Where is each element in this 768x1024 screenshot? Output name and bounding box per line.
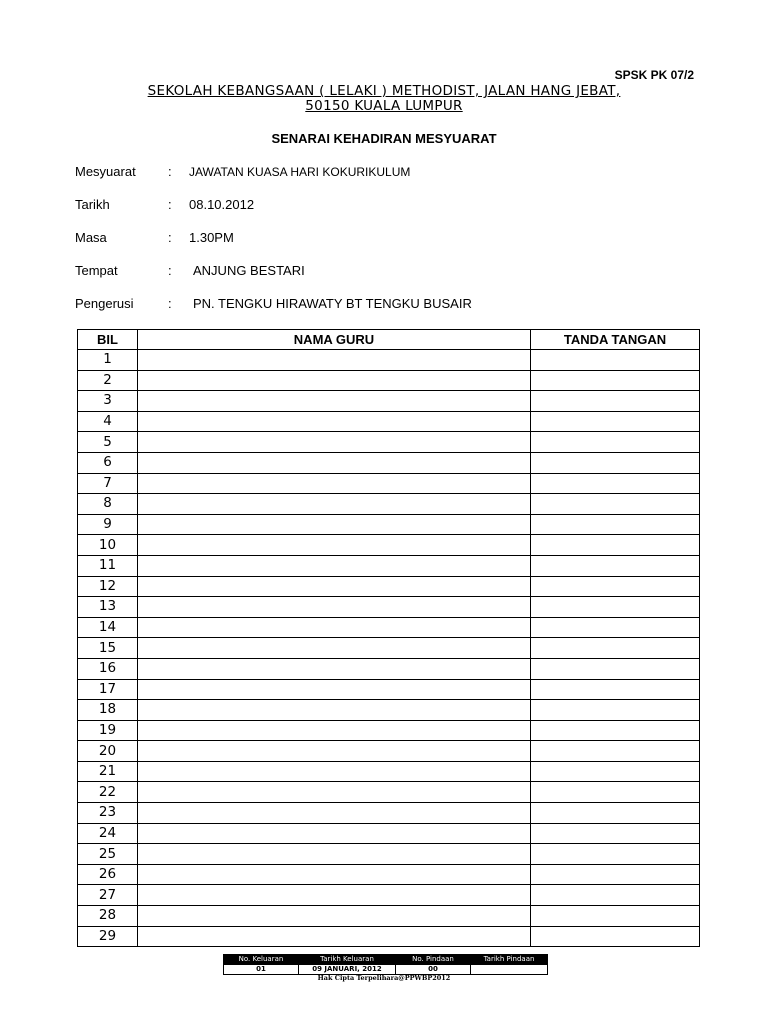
teacher-name-cell[interactable]: [138, 452, 531, 473]
teacher-name-cell[interactable]: [138, 535, 531, 556]
header-tanda-tangan: TANDA TANGAN: [531, 330, 700, 350]
table-row: [78, 679, 700, 700]
row-number: 18: [78, 700, 138, 721]
signature-cell[interactable]: [531, 885, 700, 906]
row-number: 2: [78, 370, 138, 391]
header-bil: BIL: [78, 330, 138, 350]
field-masa: [0, 230, 768, 248]
signature-cell[interactable]: [531, 370, 700, 391]
revision-header-cell: Tarikh Pindaan: [471, 955, 548, 965]
revision-value-cell: 09 JANUARI, 2012: [299, 965, 396, 975]
revision-value-cell: 01: [224, 965, 299, 975]
signature-cell[interactable]: [531, 679, 700, 700]
field-label: Mesyuarat: [75, 164, 136, 179]
field-value: PN. TENGKU HIRAWATY BT TENGKU BUSAIR: [193, 296, 472, 311]
table-row: [78, 782, 700, 803]
signature-cell[interactable]: [531, 576, 700, 597]
signature-cell[interactable]: [531, 844, 700, 865]
row-number: 21: [78, 761, 138, 782]
signature-cell[interactable]: [531, 350, 700, 371]
signature-cell[interactable]: [531, 535, 700, 556]
teacher-name-cell[interactable]: [138, 597, 531, 618]
teacher-name-cell[interactable]: [138, 411, 531, 432]
table-row: [78, 411, 700, 432]
teacher-name-cell[interactable]: [138, 391, 531, 412]
field-tempat: [0, 263, 768, 281]
signature-cell[interactable]: [531, 761, 700, 782]
row-number: 1: [78, 350, 138, 371]
table-row: [78, 535, 700, 556]
teacher-name-cell[interactable]: [138, 494, 531, 515]
attendance-table: [77, 329, 700, 947]
teacher-name-cell[interactable]: [138, 761, 531, 782]
teacher-name-cell[interactable]: [138, 906, 531, 927]
row-number: 24: [78, 823, 138, 844]
table-body: [78, 350, 700, 947]
field-label: Masa: [75, 230, 107, 245]
field-pengerusi: [0, 296, 768, 314]
row-number: 14: [78, 617, 138, 638]
teacher-name-cell[interactable]: [138, 823, 531, 844]
field-colon: :: [168, 230, 172, 245]
table-row: [78, 761, 700, 782]
field-colon: :: [168, 164, 172, 179]
signature-cell[interactable]: [531, 617, 700, 638]
row-number: 4: [78, 411, 138, 432]
row-number: 5: [78, 432, 138, 453]
table-row: [78, 391, 700, 412]
copyright-notice: Hak Cipta Terpelihara@PPWBP2012: [317, 974, 451, 982]
teacher-name-cell[interactable]: [138, 617, 531, 638]
table-row: [78, 844, 700, 865]
signature-cell[interactable]: [531, 597, 700, 618]
table-row: [78, 658, 700, 679]
signature-cell[interactable]: [531, 555, 700, 576]
table-row: [78, 555, 700, 576]
table-row: [78, 803, 700, 824]
field-mesyuarat: [0, 164, 768, 182]
field-label: Tarikh: [75, 197, 110, 212]
table-row: [78, 864, 700, 885]
row-number: 7: [78, 473, 138, 494]
table-row: [78, 473, 700, 494]
signature-cell[interactable]: [531, 658, 700, 679]
teacher-name-cell[interactable]: [138, 885, 531, 906]
school-name-line-1: SEKOLAH KEBANGSAAN ( LELAKI ) METHODIST, JALAN HANG JEBAT,: [147, 83, 621, 99]
row-number: 9: [78, 514, 138, 535]
table-row: [78, 432, 700, 453]
table-row: [78, 823, 700, 844]
revision-header-cell: No. Pindaan: [396, 955, 471, 965]
row-number: 26: [78, 864, 138, 885]
revision-value-row: [224, 965, 548, 975]
signature-cell[interactable]: [531, 452, 700, 473]
teacher-name-cell[interactable]: [138, 679, 531, 700]
teacher-name-cell[interactable]: [138, 576, 531, 597]
teacher-name-cell[interactable]: [138, 803, 531, 824]
teacher-name-cell[interactable]: [138, 370, 531, 391]
table-row: [78, 350, 700, 371]
field-colon: :: [168, 197, 172, 212]
teacher-name-cell[interactable]: [138, 741, 531, 762]
signature-cell[interactable]: [531, 823, 700, 844]
teacher-name-cell[interactable]: [138, 864, 531, 885]
row-number: 28: [78, 906, 138, 927]
revision-header-cell: No. Keluaran: [224, 955, 299, 965]
row-number: 10: [78, 535, 138, 556]
signature-cell[interactable]: [531, 803, 700, 824]
header-nama-guru: NAMA GURU: [138, 330, 531, 350]
signature-cell[interactable]: [531, 432, 700, 453]
teacher-name-cell[interactable]: [138, 514, 531, 535]
revision-value-cell: [471, 965, 548, 975]
field-value: 1.30PM: [189, 230, 234, 245]
signature-cell[interactable]: [531, 494, 700, 515]
revision-table: [223, 954, 548, 975]
signature-cell[interactable]: [531, 926, 700, 947]
signature-cell[interactable]: [531, 638, 700, 659]
table-row: [78, 638, 700, 659]
signature-cell[interactable]: [531, 391, 700, 412]
row-number: 22: [78, 782, 138, 803]
row-number: 20: [78, 741, 138, 762]
row-number: 12: [78, 576, 138, 597]
school-name-line-2: 50150 KUALA LUMPUR: [305, 98, 463, 114]
teacher-name-cell[interactable]: [138, 638, 531, 659]
teacher-name-cell[interactable]: [138, 658, 531, 679]
row-number: 11: [78, 555, 138, 576]
field-value: ANJUNG BESTARI: [193, 263, 305, 278]
table-row: [78, 700, 700, 721]
teacher-name-cell[interactable]: [138, 700, 531, 721]
revision-value-cell: 00: [396, 965, 471, 975]
teacher-name-cell[interactable]: [138, 844, 531, 865]
teacher-name-cell[interactable]: [138, 473, 531, 494]
field-label: Pengerusi: [75, 296, 134, 311]
table-row: [78, 741, 700, 762]
table-row: [78, 494, 700, 515]
row-number: 27: [78, 885, 138, 906]
signature-cell[interactable]: [531, 473, 700, 494]
signature-cell[interactable]: [531, 782, 700, 803]
row-number: 15: [78, 638, 138, 659]
field-colon: :: [168, 296, 172, 311]
teacher-name-cell[interactable]: [138, 782, 531, 803]
signature-cell[interactable]: [531, 741, 700, 762]
table-row: [78, 370, 700, 391]
row-number: 6: [78, 452, 138, 473]
row-number: 25: [78, 844, 138, 865]
document-title: SENARAI KEHADIRAN MESYUARAT: [271, 131, 497, 146]
row-number: 16: [78, 658, 138, 679]
signature-cell[interactable]: [531, 514, 700, 535]
signature-cell[interactable]: [531, 411, 700, 432]
signature-cell[interactable]: [531, 720, 700, 741]
teacher-name-cell[interactable]: [138, 350, 531, 371]
teacher-name-cell[interactable]: [138, 720, 531, 741]
table-row: [78, 906, 700, 927]
row-number: 29: [78, 926, 138, 947]
table-row: [78, 617, 700, 638]
table-row: [78, 926, 700, 947]
field-value: 08.10.2012: [189, 197, 255, 212]
signature-cell[interactable]: [531, 700, 700, 721]
field-value: JAWATAN KUASA HARI KOKURIKULUM: [189, 165, 411, 179]
field-colon: :: [168, 263, 172, 278]
row-number: 17: [78, 679, 138, 700]
row-number: 3: [78, 391, 138, 412]
row-number: 23: [78, 803, 138, 824]
row-number: 19: [78, 720, 138, 741]
signature-cell[interactable]: [531, 906, 700, 927]
table-row: [78, 720, 700, 741]
document-code: SPSK PK 07/2: [614, 68, 694, 82]
revision-header-cell: Tarikh Keluaran: [299, 955, 396, 965]
row-number: 8: [78, 494, 138, 515]
table-row: [78, 514, 700, 535]
table-row: [78, 597, 700, 618]
table-row: [78, 576, 700, 597]
field-label: Tempat: [75, 263, 118, 278]
teacher-name-cell[interactable]: [138, 926, 531, 947]
table-row: [78, 885, 700, 906]
row-number: 13: [78, 597, 138, 618]
field-tarikh: [0, 197, 768, 215]
teacher-name-cell[interactable]: [138, 555, 531, 576]
revision-header-row: [224, 955, 548, 965]
table-header-row: [78, 330, 700, 350]
signature-cell[interactable]: [531, 864, 700, 885]
teacher-name-cell[interactable]: [138, 432, 531, 453]
table-row: [78, 452, 700, 473]
